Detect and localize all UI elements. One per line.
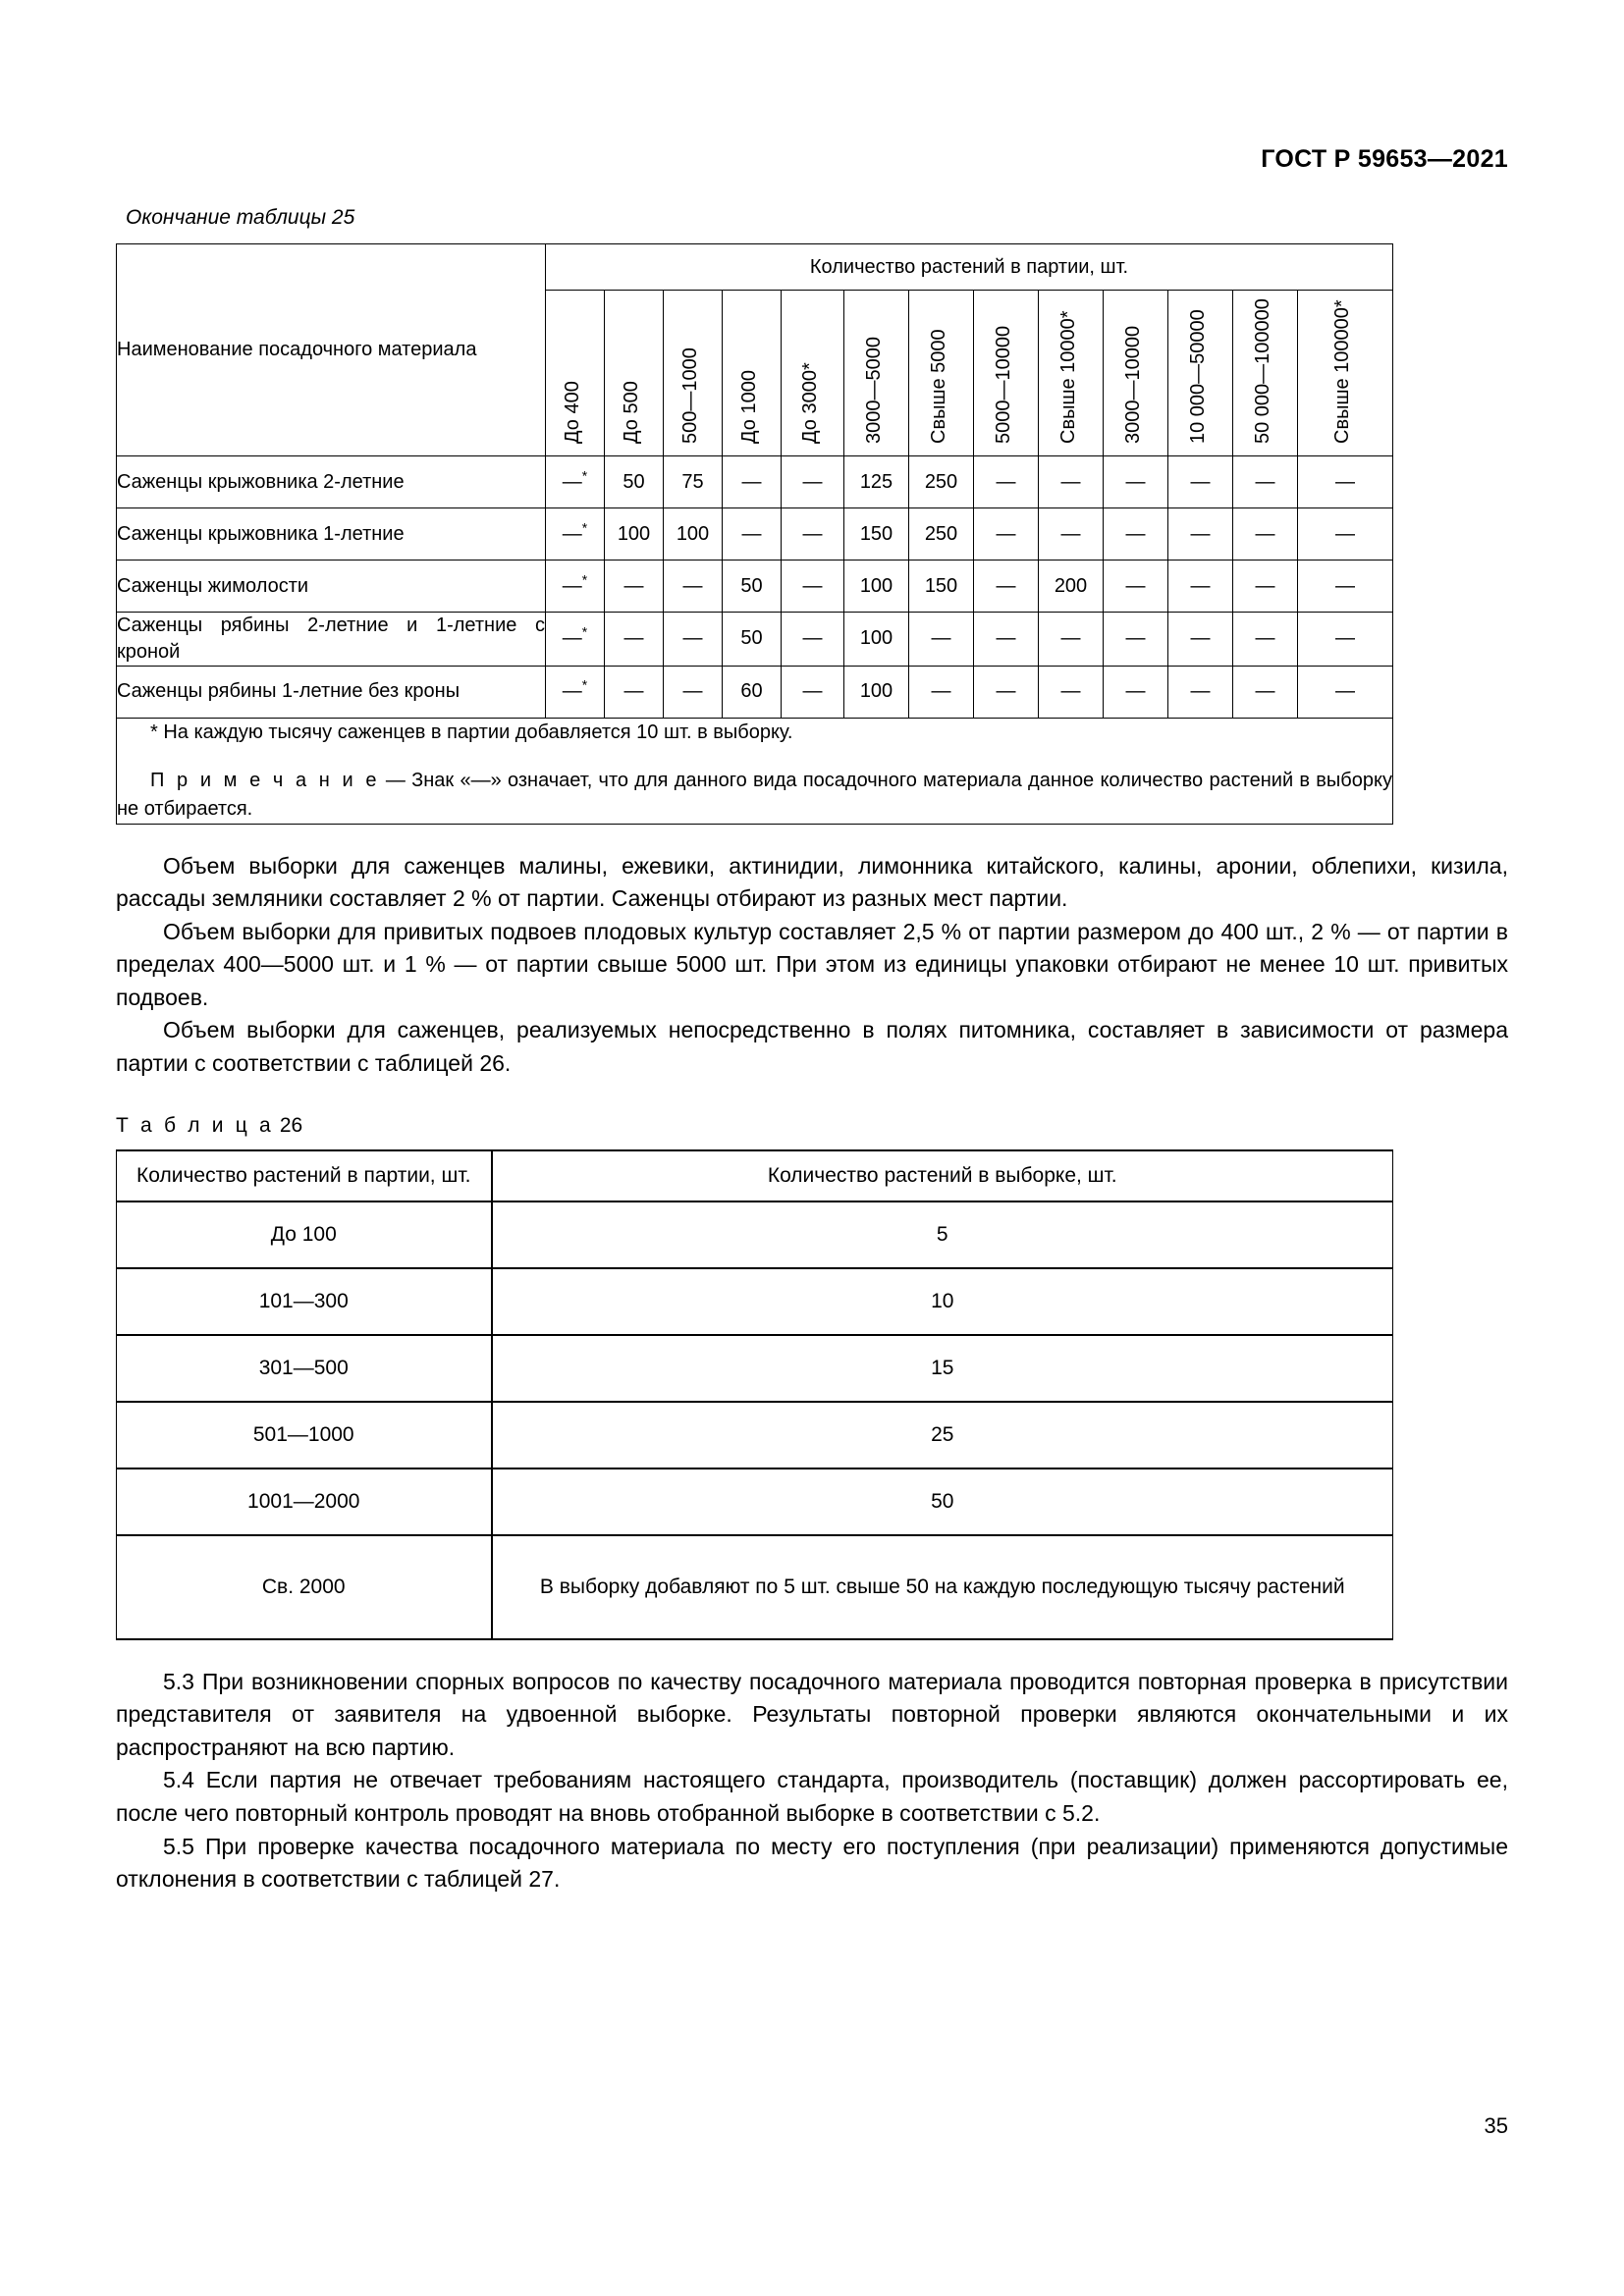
row-cell: — [723,456,782,508]
row-cell: — [974,666,1039,718]
page-content [116,206,1508,1896]
row-cell: — [1298,613,1393,667]
row-material-name: Саженцы жимолости [117,561,546,613]
note-text: — Знак «—» означает, что для данного вида посадочного материала данное количество растений в выборку не отбирается. [117,769,1392,820]
row-cell: 50 [723,561,782,613]
row-cell: 100 [844,666,909,718]
table-25-name-header: Наименование посадочного материала [117,244,546,456]
table-25-footnote-row [117,718,1393,824]
row-cell: 100 [605,508,664,561]
row-cell: — [1039,456,1104,508]
col-header-label: До 500 [620,381,642,444]
row-sample-size: В выборку добавляют по 5 шт. свыше 50 на каждую последующую тысячу растений [492,1535,1393,1639]
col-header-label: Свыше 5000 [927,329,949,444]
row-sample-size: 50 [492,1468,1393,1535]
row-lot-size: До 100 [117,1201,492,1268]
row-cell: 60 [723,666,782,718]
row-cell: — [782,613,844,667]
row-cell: — [664,666,723,718]
col-header-label: 500—1000 [678,347,701,444]
row-cell: — [1168,666,1233,718]
standard-header: ГОСТ Р 59653—2021 [1261,145,1508,173]
paragraph-group-sampling [116,850,1508,1081]
row-cell: —* [546,613,605,667]
row-cell: — [1168,613,1233,667]
row-sample-size: 15 [492,1335,1393,1402]
row-cell: 125 [844,456,909,508]
table-25-col-header [546,291,605,456]
table-25-col-header [664,291,723,456]
table-25-note [117,767,1392,824]
col-header-label: До 1000 [737,370,760,444]
row-cell: — [664,561,723,613]
row-cell: — [605,666,664,718]
row-cell: —* [546,456,605,508]
col-header-label: 3000—5000 [862,337,885,444]
col-header-label: Свыше 10000* [1056,310,1079,444]
table-25-col-header [909,291,974,456]
table-25-col-header [974,291,1039,456]
col-header-label: 50 000—100000 [1251,298,1273,444]
row-cell: 75 [664,456,723,508]
table-25-col-header [1168,291,1233,456]
row-cell: — [1233,508,1298,561]
table-25-col-header [782,291,844,456]
row-cell: — [782,456,844,508]
col-header-label: Свыше 100000* [1331,299,1353,444]
row-cell: — [1039,666,1104,718]
table-row [117,456,1393,508]
paragraph-group-clauses [116,1666,1508,1896]
row-cell: — [974,613,1039,667]
row-cell: — [974,508,1039,561]
table-26-caption-label: Т а б л и ц а [116,1113,274,1137]
table-26-caption [116,1114,1508,1138]
table-row [117,613,1393,667]
row-lot-size: 101—300 [117,1268,492,1335]
col-header-label: 3000—10000 [1121,325,1144,444]
row-cell: — [1104,666,1168,718]
table-25-col-header [605,291,664,456]
paragraph-sampling-berries: Объем выборки для саженцев малины, ежевики, актинидии, лимонника китайского, калины, аронии, облепихи, кизила, рассады земляники составляет 2 % от партии. Саженцы отбирают из разных мест партии. [116,852,1508,912]
row-cell: — [1233,456,1298,508]
row-material-name: Саженцы крыжовника 2-летние [117,456,546,508]
row-cell: — [1168,456,1233,508]
table-25-footnote-text: * На каждую тысячу саженцев в партии добавляется 10 шт. в выборку. [150,721,793,743]
row-cell: 50 [605,456,664,508]
row-cell: — [974,561,1039,613]
table-row [117,1468,1393,1535]
row-material-name: Саженцы рябины 2-летние и 1-летние с кроной [117,613,546,667]
row-cell: — [605,613,664,667]
row-cell: 200 [1039,561,1104,613]
clause-5-4: 5.4 Если партия не отвечает требованиям настоящего стандарта, производитель (поставщик) должен рассортировать ее, после чего повторный контроль проводят на вновь отобранной выборке в соответствии с 5.2. [116,1767,1508,1826]
row-sample-size: 5 [492,1201,1393,1268]
row-cell: — [664,613,723,667]
table-row [117,508,1393,561]
clause-5-5: 5.5 При проверке качества посадочного материала по месту его поступления (при реализации) применяются допустимые отклонения в соответствии с таблицей 27. [116,1833,1508,1893]
table-26-col2-header: Количество растений в выборке, шт. [492,1150,1393,1201]
row-cell: — [723,508,782,561]
col-header-label: До 400 [561,381,583,444]
table-26-caption-number: 26 [279,1113,303,1137]
note-label: П р и м е ч а н и е [150,769,380,791]
row-lot-size: 301—500 [117,1335,492,1402]
row-cell: 100 [844,613,909,667]
row-cell: 150 [909,561,974,613]
table-25 [116,243,1393,825]
table-25-footnote-cell [117,718,1393,824]
row-cell: — [1298,456,1393,508]
row-cell: — [1168,508,1233,561]
row-material-name: Саженцы крыжовника 1-летние [117,508,546,561]
paragraph-sampling-field: Объем выборки для саженцев, реализуемых непосредственно в полях питомника, составляет в зависимости от размера партии с соответствии с таблицей 26. [116,1017,1508,1077]
table-25-col-header [1298,291,1393,456]
row-cell: — [909,613,974,667]
row-cell: — [782,666,844,718]
table-row [117,1335,1393,1402]
row-lot-size: 1001—2000 [117,1468,492,1535]
row-cell: — [909,666,974,718]
row-cell: — [1298,508,1393,561]
row-cell: — [1233,666,1298,718]
table-row [117,1201,1393,1268]
table-25-group-header: Количество растений в партии, шт. [546,244,1393,291]
row-cell: 100 [664,508,723,561]
row-cell: — [782,508,844,561]
table-25-col-header [844,291,909,456]
table-row [117,666,1393,718]
table-25-caption: Окончание таблицы 25 [126,206,355,229]
table-row [117,561,1393,613]
table-26-header-row [117,1150,1393,1201]
row-cell: — [1104,508,1168,561]
col-header-label: До 3000* [798,362,821,444]
row-cell: 250 [909,508,974,561]
table-25-header-top [117,244,1393,291]
row-cell: 150 [844,508,909,561]
row-material-name: Саженцы рябины 1-летние без кроны [117,666,546,718]
row-cell: — [1298,561,1393,613]
row-cell: —* [546,666,605,718]
paragraph-sampling-rootstocks: Объем выборки для привитых подвоев плодовых культур составляет 2,5 % от партии размером до 400 шт., 2 % — от партии в пределах 400—5000 шт. и 1 % — от партии свыше 5000 шт. При этом из единицы упаковки отбирают не менее 10 шт. привитых подвоев. [116,918,1508,1010]
table-26 [116,1149,1393,1640]
row-cell: — [1104,456,1168,508]
row-sample-size: 25 [492,1402,1393,1468]
row-lot-size: 501—1000 [117,1402,492,1468]
row-cell: — [1168,561,1233,613]
row-cell: —* [546,561,605,613]
table-row [117,1268,1393,1335]
row-cell: — [1233,561,1298,613]
row-cell: 100 [844,561,909,613]
page-number: 35 [1484,2113,1508,2138]
row-cell: — [1039,613,1104,667]
table-25-col-header [1104,291,1168,456]
row-cell: 50 [723,613,782,667]
table-25-col-header [1039,291,1104,456]
col-header-label: 5000—10000 [992,325,1014,444]
col-header-label: 10 000—50000 [1186,309,1209,444]
table-25-col-header [1233,291,1298,456]
row-cell: — [1039,508,1104,561]
row-cell: — [1298,666,1393,718]
table-row [117,1402,1393,1468]
row-cell: — [1104,613,1168,667]
table-26-col1-header: Количество растений в партии, шт. [117,1150,492,1201]
clause-5-3: 5.3 При возникновении спорных вопросов по качеству посадочного материала проводится повторная проверка в присутствии представителя от заявителя на удвоенной выборке. Результаты повторной проверки являются окончательными и их распространяют на всю партию. [116,1668,1508,1760]
row-cell: — [1104,561,1168,613]
row-lot-size: Св. 2000 [117,1535,492,1639]
row-cell: — [782,561,844,613]
row-cell: —* [546,508,605,561]
row-cell: 250 [909,456,974,508]
table-25-col-header [723,291,782,456]
row-cell: — [974,456,1039,508]
row-cell: — [605,561,664,613]
row-sample-size: 10 [492,1268,1393,1335]
table-row [117,1535,1393,1639]
row-cell: — [1233,613,1298,667]
